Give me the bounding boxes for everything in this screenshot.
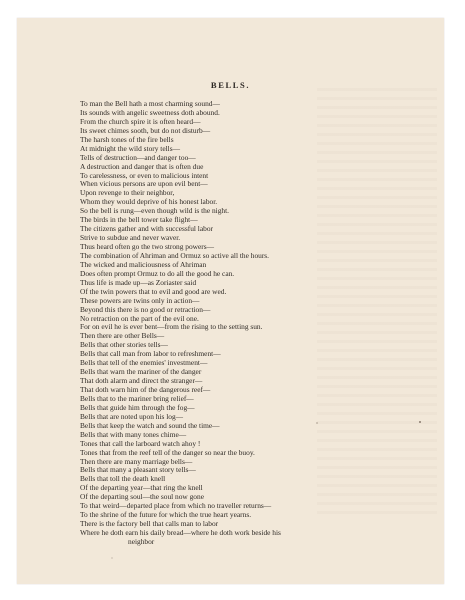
poem-line: A destruction and danger that is often due (80, 161, 204, 171)
poem-line: Of the departing soul—the soul now gone (80, 492, 204, 502)
poem-line: Thus life is made up—as Zoriaster said (80, 277, 197, 287)
poem-line: Bells that to the mariner bring relief— (80, 393, 194, 403)
poem-last-line-continuation: neighbor (128, 536, 155, 546)
poem-line: The birds in the bell tower take flight— (80, 215, 198, 225)
poem-line: Its sounds with angelic sweetness doth abound. (80, 107, 220, 117)
paper-sheet (17, 18, 444, 584)
poem-line: When vicious persons are upon evil bent— (80, 179, 208, 189)
poem-line: The wicked and maliciousness of Ahriman (80, 259, 207, 269)
poem-line: Bells that other stories tells— (80, 340, 168, 350)
poem-line: Does often prompt Ormuz to do all the good he can. (80, 268, 235, 278)
poem-line: At midnight the wild story tells— (80, 143, 180, 153)
poem-body (80, 100, 400, 547)
poem-line: Bells that many a pleasant story tells— (80, 465, 196, 475)
poem-line: Bells that call man from labor to refreshment— (80, 349, 221, 359)
poem-line: Bells that tell of the enemies' investment— (80, 358, 208, 368)
poem-line: Thus heard often go the two strong powers— (80, 242, 215, 251)
poem-line: The combination of Ahriman and Ormuz so active all the hours. (80, 250, 270, 260)
poem-line: Tells of destruction—and danger too— (80, 152, 196, 162)
poem-line: Tones that call the larboard watch ahoy ! (80, 438, 201, 448)
poem-line: Tones that from the reef tell of the danger so near the buoy. (80, 447, 255, 457)
poem-line: The harsh tones of the fire bells (80, 134, 174, 144)
poem-line: Bells that toll the death knell (80, 474, 166, 484)
poem-line: Bells that warn the mariner of the danger (80, 367, 202, 377)
poem-line: To carelessness, or even to malicious intent (80, 170, 209, 180)
poem-line: Beyond this there is no good or retraction— (80, 304, 211, 314)
poem-line: Of the twin powers that to evil and good are wed. (80, 286, 227, 296)
poem-line: Its sweet chimes sooth, but do not disturb— (80, 125, 211, 135)
poem-line: To man the Bell hath a most charming sound— (80, 99, 220, 108)
poem-line: These powers are twins only in action— (80, 295, 200, 305)
poem-line: Then there are other Bells— (80, 331, 165, 341)
poem-line: Bells that keep the watch and sound the time— (80, 420, 220, 430)
poem-line: The citizens gather and with successful labor (80, 224, 213, 234)
poem-line: Upon revenge to their neighbor, (80, 188, 175, 198)
document-title: BELLS. (210, 80, 251, 90)
poem-line: Bells that guide him through the fog— (80, 402, 195, 412)
poem-line: That doth warn him of the dangerous reef— (80, 385, 211, 394)
poem-line: Bells that with many tones chime— (80, 429, 187, 439)
poem-line: Of the departing year—that ring the knell (80, 483, 203, 493)
poem-line: Whom they would deprive of his honest labor. (80, 197, 218, 207)
poem-line: For on evil he is ever bent—from the rising to the setting sun. (80, 322, 263, 332)
poem-line: Then there are many marriage bells— (80, 456, 193, 466)
poem-line: No retraction on the part of the evil one. (80, 313, 199, 323)
poem-line: That doth alarm and direct the stranger— (80, 376, 203, 386)
poem-line: So the bell is rung—even though wild is the night. (80, 206, 230, 216)
poem-line: There is the factory bell that calls man to labor (80, 519, 219, 529)
poem-line: From the church spire it is often heard— (80, 116, 201, 126)
poem-last-line-text: Where he doth earn his daily bread—where he doth work beside his (80, 528, 281, 537)
poem-line: Bells that are noted upon his log— (80, 411, 184, 421)
poem-last-line (80, 529, 382, 547)
poem-line: To that weird—departed place from which no traveller returns— (80, 501, 272, 511)
poem-line: Strive to subdue and never waver. (80, 233, 181, 243)
poem-line: To the shrine of the future for which the true heart yearns. (80, 510, 252, 520)
